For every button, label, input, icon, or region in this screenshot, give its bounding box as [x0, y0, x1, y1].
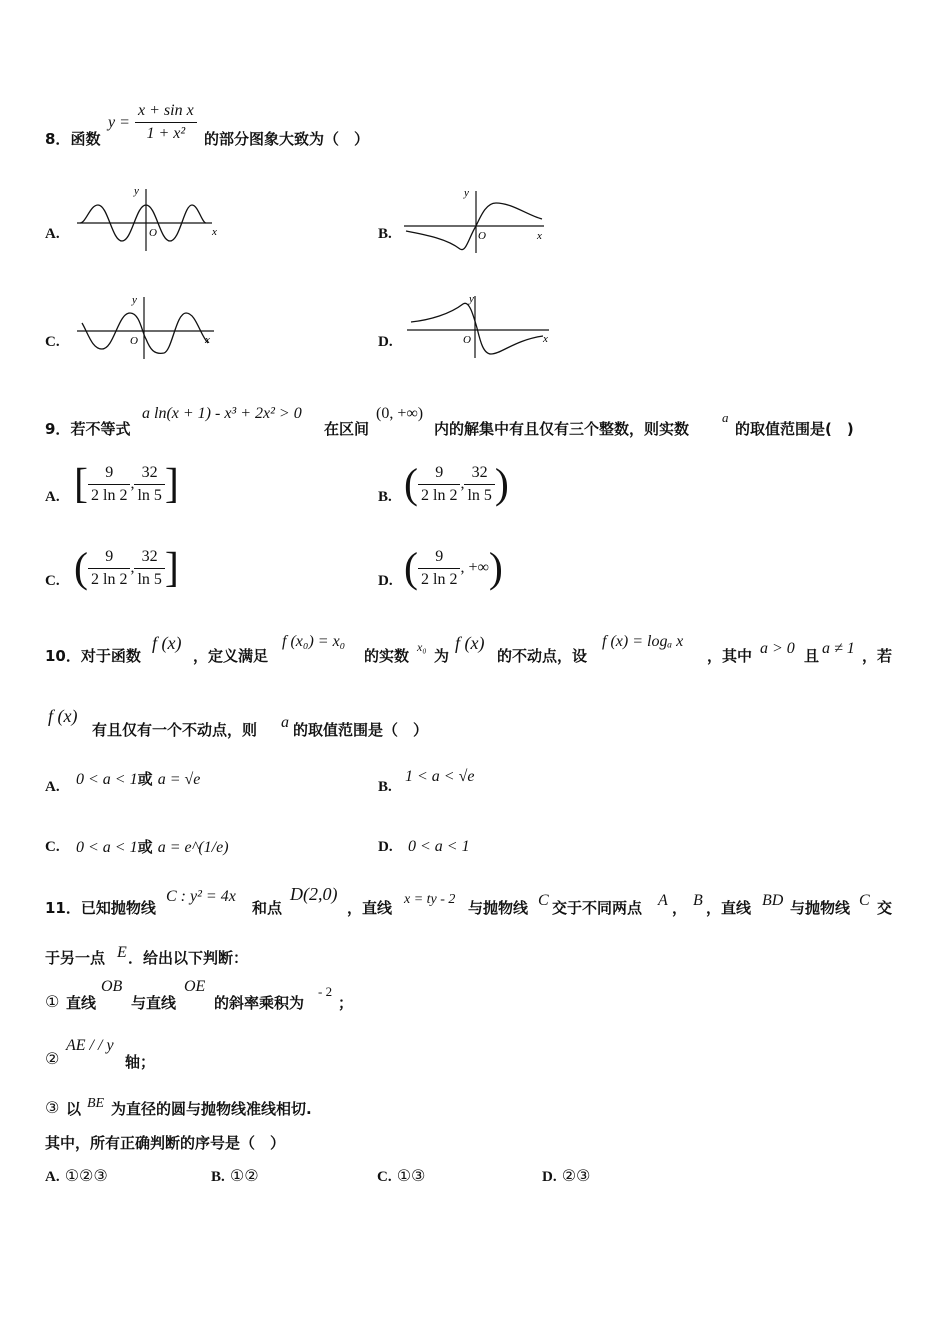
q9-option-c-label[interactable]: C. [45, 573, 60, 589]
q10-option-b-label[interactable]: B. [378, 779, 392, 795]
q9-option-a[interactable]: [ $\frac{9}{2 \ln 2}$ , $\frac{32}{\ln 5}$ ] [74, 461, 179, 508]
q11-C: C [538, 892, 549, 909]
q11-j3-a: 以 [66, 1100, 82, 1118]
q11-j1-OE: OE [184, 978, 206, 995]
q11-j1-OB: OB [101, 978, 123, 995]
option-text: ①③ [396, 1166, 426, 1185]
q11-option-d[interactable] [542, 1166, 590, 1186]
q10-t6: ，其中 [707, 647, 753, 665]
q9-number: 9． [45, 420, 71, 438]
numerator-1: 9 [418, 462, 460, 485]
origin-label: O [149, 227, 157, 239]
q10-option-a[interactable] [76, 768, 200, 789]
x-label: x [212, 226, 217, 238]
curve [82, 313, 208, 353]
q11-option-a[interactable] [45, 1166, 108, 1186]
q11-t8: 与抛物线 [790, 899, 851, 917]
q11-j3-b: 为直径的圆与抛物线准线相切. [111, 1100, 312, 1118]
q11-t7: ，直线 [706, 899, 752, 917]
q11-t4: 与抛物线 [468, 899, 529, 917]
q11-stem [45, 897, 156, 918]
x-label: x [543, 333, 548, 345]
q10-option-c[interactable] [76, 836, 229, 857]
q9-tail: 内的解集中有且仅有三个整数，则实数 [434, 420, 690, 438]
q11-j1-a: 直线 [66, 994, 97, 1012]
option-text: ②③ [561, 1166, 591, 1185]
q10-f1: f (x) [152, 633, 182, 653]
q11-line2: 于另一点 [45, 949, 106, 967]
q8-option-b-label[interactable]: B. [378, 226, 392, 242]
q8-tail: 的部分图象大致为（ ） [204, 130, 370, 148]
q9-option-c[interactable]: ( $\frac{9}{2 \ln 2}$ , $\frac{32}{\ln 5}$ ] [74, 545, 179, 592]
origin-label: O [463, 334, 471, 346]
q8-number: 8． [45, 130, 71, 148]
q8-stem [45, 128, 100, 149]
q10-c1: a > 0 [760, 640, 795, 657]
q10-t7: 且 [804, 647, 820, 665]
option-label: C. [377, 1169, 392, 1185]
q11-j1-mark: ① [45, 992, 60, 1011]
q8-option-c-label[interactable]: C. [45, 334, 60, 350]
q10-t2: ，定义满足 [193, 647, 269, 665]
denominator-1: 2 ln 2 [421, 571, 458, 588]
q9-option-b[interactable]: ( $\frac{9}{2 \ln 2}$ , $\frac{32}{\ln 5}$ ) [404, 461, 509, 508]
q8-option-b-graph[interactable] [402, 185, 552, 257]
or-word: 或 [137, 770, 153, 788]
option-text: ①②③ [64, 1166, 108, 1185]
q11-ask: 其中，所有正确判断的序号是（ ） [45, 1134, 286, 1152]
q10-line2-f: f (x) [48, 706, 78, 726]
q10-t4: 为 [434, 647, 450, 665]
right-bracket: ) [488, 545, 503, 592]
numerator-1: 9 [418, 546, 460, 569]
q9-interval: (0, +∞) [376, 405, 424, 422]
denominator-1: 2 ln 2 [421, 487, 458, 504]
q8-option-a-graph[interactable] [72, 185, 222, 255]
numerator-1: 9 [88, 462, 130, 485]
q10-f4: f (x) = logₐ x [602, 633, 684, 650]
value: a = √e [157, 771, 201, 788]
q10-option-d[interactable]: 0 < a < 1 [408, 838, 470, 855]
denominator-2: ln 5 [137, 487, 162, 504]
q11-j1-b: 与直线 [131, 994, 177, 1012]
numerator-2: 32 [464, 462, 494, 485]
q8-numerator: x + sin x [135, 100, 197, 123]
or-word: 或 [137, 838, 153, 856]
q10-t5: 的不动点，设 [497, 647, 588, 665]
q10-line2-a: a [281, 714, 289, 731]
q11-j3-BE: BE [87, 1096, 105, 1111]
left-bracket: [ [74, 461, 88, 508]
q8-fraction [135, 100, 197, 145]
q11-t6: ， [672, 899, 688, 917]
option-text: ①② [229, 1166, 259, 1185]
right-bracket: ) [494, 461, 509, 508]
q11-line2-tail: ．给出以下判断： [128, 949, 249, 967]
q9-option-b-label[interactable]: B. [378, 489, 392, 505]
q10-t8: ，若 [862, 647, 893, 665]
q10-stem [45, 645, 141, 666]
q10-option-d-label[interactable]: D. [378, 839, 393, 855]
origin-label: O [130, 335, 138, 347]
q11-j3-mark: ③ [45, 1098, 60, 1117]
denominator-2: ln 5 [137, 571, 162, 588]
q9-option-d[interactable] [404, 546, 503, 591]
left-bracket: ( [404, 545, 418, 592]
q10-line2-tail: 的取值范围是（ ） [293, 721, 429, 739]
q8-formula-lhs: y = [108, 114, 130, 131]
q9-var: a [722, 410, 729, 425]
q11-t9: 交 [877, 899, 893, 917]
numerator-2: 32 [134, 462, 164, 485]
q11-j2-math: AE / / y [66, 1037, 114, 1054]
q10-option-a-label[interactable]: A. [45, 779, 60, 795]
denominator-1: 2 ln 2 [91, 487, 128, 504]
q10-number: 10． [45, 647, 81, 665]
q11-A: A [658, 892, 668, 909]
q10-t1: 对于函数 [80, 647, 141, 665]
y-label: y [132, 294, 137, 306]
q9-mid: 在区间 [324, 420, 370, 438]
q10-c2: a ≠ 1 [822, 640, 855, 657]
q11-B: B [693, 892, 703, 909]
numerator-1: 9 [88, 546, 130, 569]
q8-denominator: 1 + x² [146, 125, 186, 142]
q8-option-d-label[interactable]: D. [378, 334, 393, 350]
x-label: x [537, 230, 542, 242]
range: 0 < a < 1 [76, 839, 138, 856]
x-label: x [205, 334, 210, 346]
q11-t1: 已知抛物线 [80, 899, 156, 917]
q11-C2: C [859, 892, 870, 909]
q11-option-c[interactable] [377, 1166, 425, 1186]
y-label: y [464, 187, 469, 199]
left-bracket: ( [404, 461, 418, 508]
q11-option-b[interactable] [211, 1166, 259, 1186]
y-label: y [134, 185, 139, 197]
left-bracket: ( [74, 545, 88, 592]
y-label: y [469, 293, 474, 305]
option-label: D. [542, 1169, 557, 1185]
q10-line2-text: 有且仅有一个不动点，则 [92, 721, 258, 739]
q9-option-a-label[interactable]: A. [45, 489, 60, 505]
q10-option-c-label[interactable]: C. [45, 839, 60, 855]
plus-infinity: , +∞ [460, 559, 489, 577]
option-label: B. [211, 1169, 225, 1185]
q11-j2-end: 轴； [125, 1053, 156, 1071]
q9-option-d-label[interactable]: D. [378, 573, 393, 589]
numerator-2: 32 [134, 546, 164, 569]
q10-option-b[interactable]: 1 < a < √e [405, 768, 475, 785]
range: 0 < a < 1 [76, 771, 138, 788]
curve [411, 303, 543, 354]
denominator-2: ln 5 [467, 487, 492, 504]
q9-lead: 若不等式 [70, 420, 131, 438]
q11-BD: BD [762, 892, 784, 909]
value: a = e^(1/e) [157, 839, 229, 856]
q11-point: D(2,0) [290, 884, 338, 904]
q11-number: 11． [45, 899, 81, 917]
q11-t5: 交于不同两点 [552, 899, 643, 917]
q8-option-a-label[interactable]: A. [45, 226, 60, 242]
q8-formula [108, 100, 197, 145]
option-label: A. [45, 1169, 60, 1185]
q11-j1-val: - 2 [318, 984, 333, 999]
q10-t3: 的实数 [364, 647, 410, 665]
q11-j1-c: 的斜率乘积为 [214, 994, 305, 1012]
q10-x0: x₀ [417, 640, 427, 654]
q11-t2: 和点 [252, 899, 283, 917]
denominator-1: 2 ln 2 [91, 571, 128, 588]
q11-E: E [117, 944, 127, 961]
right-bracket: ] [164, 461, 179, 508]
q11-curve: C : y² = 4x [166, 888, 236, 905]
q11-t3: ，直线 [347, 899, 393, 917]
q10-f3: f (x) [455, 633, 485, 653]
right-bracket: ] [164, 545, 179, 592]
q10-f2: f (x₀) = x₀ [282, 633, 346, 650]
q11-j1-end: ； [338, 994, 354, 1012]
q11-j2-mark: ② [45, 1049, 60, 1068]
q9-stem [45, 418, 130, 439]
q8-lead: 函数 [70, 130, 101, 148]
origin-label: O [478, 230, 486, 242]
q9-inequality: a ln(x + 1) - x³ + 2x² > 0 [142, 405, 302, 422]
q8-option-d-graph[interactable] [405, 290, 555, 362]
q9-tail2: 的取值范围是( ) [735, 420, 854, 438]
q8-option-c-graph[interactable] [72, 293, 222, 363]
q11-line: x = ty - 2 [404, 892, 456, 907]
